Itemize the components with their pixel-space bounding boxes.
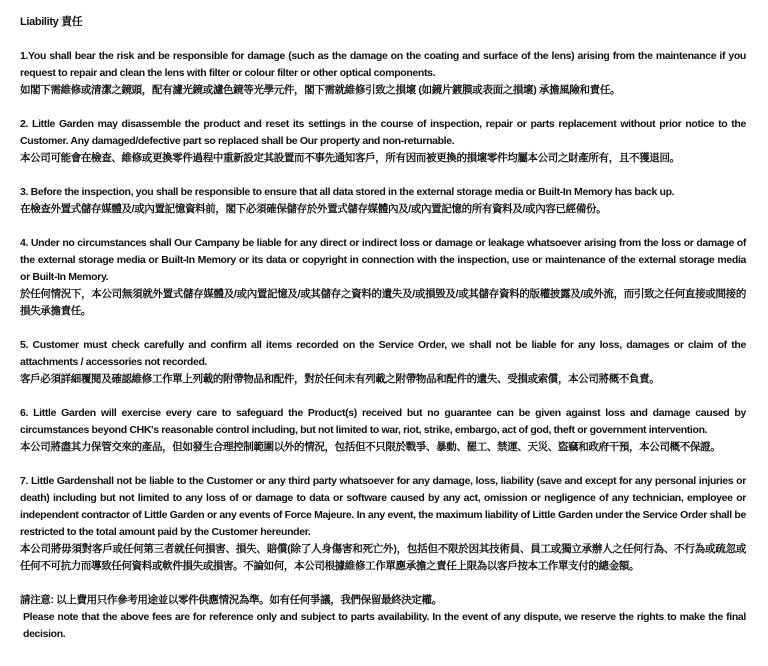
clause-3 xyxy=(20,184,746,218)
clause-6-english-text: 6. Little Garden will exercise every care to safeguard the Product(s) received but no guarantee can be given against loss and damage caused by circumstances beyond CHK's reasonable control including, but not limited to war, riot, strike, embargo, act of god, theft or government intervention. xyxy=(20,407,746,436)
clause-5-english-text: 5. Customer must check carefully and confirm all items recorded on the Service Order, we shall not be liable for any loss, damages or claim of the attachments / accessories not recorded. xyxy=(20,339,746,368)
clause-6-chinese-text: 本公司將盡其力保管交來的產品，但如發生合理控制範圍以外的情況，包括但不只限於戰爭、暴動、罷工、禁運、天災、盜竊和政府干預，本公司概不保證。 xyxy=(20,441,721,453)
clause-7 xyxy=(20,473,746,575)
clause-1-english-text: 1.You shall bear the risk and be responsible for damage (such as the damage on the coating and surface of the lens) arising from the maintenance if you request to repair and clean the lens with filter or colour filter or other optical components. xyxy=(20,50,746,79)
clause-1 xyxy=(20,48,746,99)
clause-2 xyxy=(20,116,746,167)
clause-4 xyxy=(20,235,746,320)
clause-1-chinese-text: 如閣下需維修或清潔之鏡頭，配有濾光鏡或濾色鏡等光學元件，閣下需就維修引致之損壞 (如鏡片鍍膜或表面之損壞) 承擔風險和責任。 xyxy=(20,84,621,96)
final-note-chinese-text: 請注意: 以上費用只作參考用途並以零件供應情況為準。如有任何爭議，我們保留最終決定權。 xyxy=(20,594,442,606)
clause-5-chinese-text: 客戶必須詳細覆閱及確認維修工作單上列載的附帶物品和配件，對於任何未有列載之附帶物品和配件的遺失、受損或索償，本公司將概不負責。 xyxy=(20,373,660,385)
document-title: Liability 責任 xyxy=(20,16,83,28)
final-note-english-text: Please note that the above fees are for reference only and subject to parts availability. In the event of any dispute, we reserve the rights to make the final decision. xyxy=(23,611,746,640)
final-note xyxy=(20,592,746,643)
clause-5 xyxy=(20,337,746,388)
clause-3-english-text: 3. Before the inspection, you shall be responsible to ensure that all data stored in the external storage media or Built-In Memory has back up. xyxy=(20,186,675,198)
clause-6 xyxy=(20,405,746,456)
clause-4-chinese-text: 於任何情況下，本公司無須就外置式儲存媒體及/或內置記憶及/或其儲存之資料的遺失及/或損毀及/或其儲存資料的版權披露及/或外流，而引致之任何直接或間接的損失承擔責任。 xyxy=(20,288,746,317)
clause-2-english-text: 2. Little Garden may disassemble the product and reset its settings in the course of inspection, repair or parts replacement without prior notice to the Customer. Any damaged/defective part so replaced shall be Our property and non-returnable. xyxy=(20,118,746,147)
clause-7-chinese-text: 本公司將毋須對客戶或任何第三者就任何損害、損失、賠償(除了人身傷害和死亡外)，包括但不限於因其技術員、員工或獨立承辦人之任何行為、不行為或疏忽或任何不可抗力而導致任何資料或軟件損失或損害。不論如何，本公司根據維修工作單應承擔之責任上限為以客戶按本工作單支付的總金額。 xyxy=(20,543,746,572)
clause-2-chinese-text: 本公司可能會在檢查、維修或更換零件過程中重新設定其設置而不事先通知客戶，所有因而被更換的損壞零件均屬本公司之財產所有，且不獲退回。 xyxy=(20,152,680,164)
clause-4-english-text: 4. Under no circumstances shall Our Campany be liable for any direct or indirect loss or damage or leakage whatsoever arising from the loss or damage of the external storage media or Built-In Memory or its data or copyright in connection with the inspection, use or maintenance of the external storage media or Built-In Memory. xyxy=(20,237,746,283)
clause-7-english-text: 7. Little Gardenshall not be liable to the Customer or any third party whatsoever for any damage, loss, liability (save and except for any personal injuries or death) including but not limited to any loss of or damage to data or software caused by any act, omission or negligence of any technician, employee or independent contractor of Little Garden or any events of Force Majeure. In any event, the maximum liability of Little Garden under the Service Order shall be restricted to the total amount paid by the Customer hereunder. xyxy=(20,475,746,538)
clause-3-chinese-text: 在檢查外置式儲存媒體及/或內置記憶資料前，閣下必須確保儲存於外置式儲存媒體內及/或內置記憶的所有資料及/或內容已經備份。 xyxy=(20,203,607,215)
